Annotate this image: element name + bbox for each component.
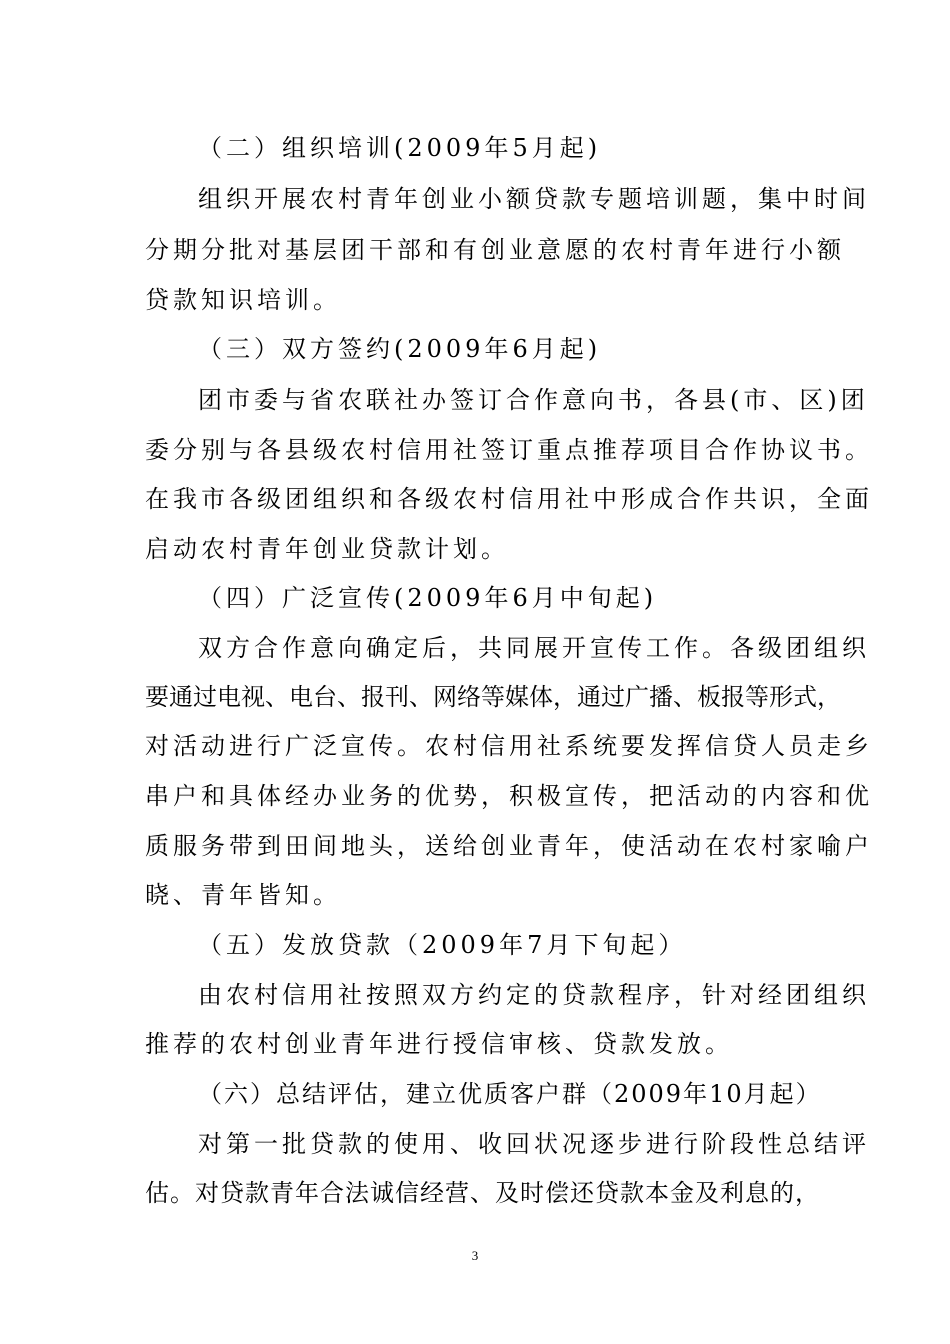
paragraph-line: 估。对贷款青年合法诚信经营、及时偿还贷款本金及利息的， [145,1179,820,1207]
paragraph-line: 要通过电视、电台、报刊、网络等媒体，通过广播、板报等形式， [145,683,841,711]
section-heading: （六）总结评估，建立优质客户群（2009年10月起） [198,1080,822,1108]
paragraph-line: 团市委与省农联社办签订合作意向书，各县(市、区)团 [198,386,869,414]
section-heading: （五）发放贷款（2009年7月下旬起） [198,931,687,959]
paragraph-line: 推荐的农村创业青年进行授信审核、贷款发放。 [145,1030,733,1058]
paragraph-line: 委分别与各县级农村信用社签订重点推荐项目合作协议书。 [145,436,873,464]
paragraph-line: 质服务带到田间地头，送给创业青年，使活动在农村家喻户 [145,832,873,860]
section-heading: （四）广泛宣传(2009年6月中旬起) [198,584,658,612]
paragraph-line: 启动农村青年创业贷款计划。 [145,535,509,563]
paragraph-line: 串户和具体经办业务的优势，积极宣传，把活动的内容和优 [145,782,873,810]
section-heading: （三）双方签约(2009年6月起) [198,335,602,363]
paragraph-line: 在我市各级团组织和各级农村信用社中形成合作共识，全面 [145,485,873,513]
paragraph-line: 由农村信用社按照双方约定的贷款程序，针对经团组织 [198,981,870,1009]
paragraph-line: 分期分批对基层团干部和有创业意愿的农村青年进行小额 [145,236,845,264]
paragraph-line: 双方合作意向确定后，共同展开宣传工作。各级团组织 [198,634,870,662]
paragraph-line: 组织开展农村青年创业小额贷款专题培训题，集中时间 [198,185,870,213]
paragraph-line: 对活动进行广泛宣传。农村信用社系统要发挥信贷人员走乡 [145,732,873,760]
page-number: 3 [471,1248,479,1263]
paragraph-line: 贷款知识培训。 [145,286,341,314]
section-heading: （二）组织培训(2009年5月起) [198,134,602,162]
paragraph-line: 对第一批贷款的使用、收回状况逐步进行阶段性总结评 [198,1130,870,1158]
paragraph-line: 晓、青年皆知。 [145,881,341,909]
